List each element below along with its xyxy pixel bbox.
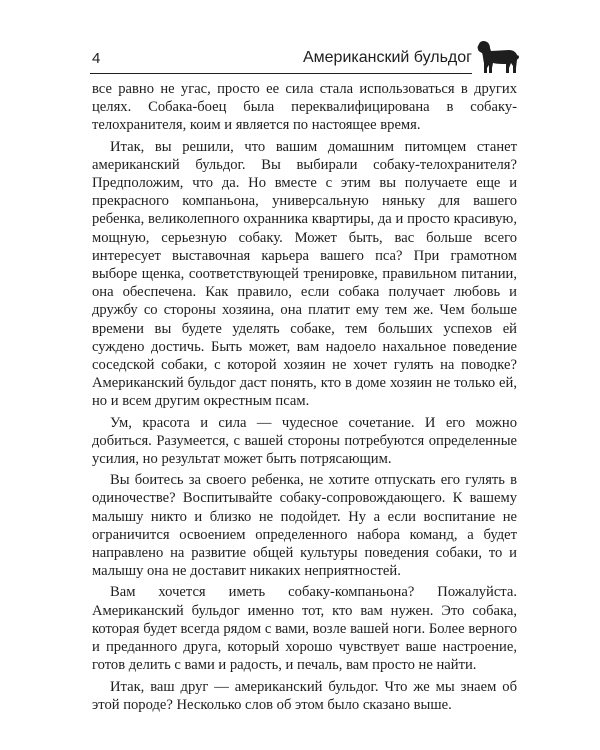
paragraph-1: все равно не угас, просто ее сила стала использоваться в других целях. Собака-боец была переквалифицирована в собаку-телохранителя, коим и является по настоящее время. [92, 81, 517, 134]
body-text [92, 80, 517, 717]
paragraph-2: Итак, вы решили, что вашим домашним питомцем станет американский бульдог. Вы выбирали собаку-телохранителя? Предположим, что да. Но вместе с этим вы получаете еще и прекрасного компаньона, универсальную няньку для вашего ребенка, великолепного охранника квартиры, да и просто красивую, мощную, серьезную собаку. Может быть, вас больше всего интересует выставочная карьера вашего пса? При грамотном выборе щенка, соответствующей тренировке, правильном питании, она обеспечена. Как правило, если собака получает любовь и дружбу со стороны хозяина, она платит ему тем же. Чем больше времени вы будете уделять собаке, тем больших успехов ей суждено достичь. Быть может, вам надоело нахальное поведение соседской собаки, с которой хозяин не хочет гулять на поводке? Американский бульдог даст понять, кто в доме хозяин не только ей, но и всем другим окрестным псам. [92, 138, 517, 410]
header-rule [90, 73, 472, 74]
page-number: 4 [92, 50, 101, 67]
paragraph-5: Вам хочется иметь собаку-компаньона? Пожалуйста. Американский бульдог именно тот, кто вам нужен. Это собака, которая будет всегда рядом с вами, возле вашей ноги. Более верного и преданного друга, который хорошо чувствует ваше настроение, готов делить с вами и радость, и печаль, вам просто не найти. [92, 584, 517, 674]
paragraph-4: Вы боитесь за своего ребенка, не хотите отпускать его гулять в одиночестве? Воспитывайте собаку-сопровождающего. К вашему малышу никто и близко не подойдет. Ну а если воспитание не ограничится освоением определенного набора команд, а будет направлено на развитие общей культуры поведения собаки, то и малышу она не доставит никаких неприятностей. [92, 472, 517, 580]
running-head [90, 38, 520, 78]
paragraph-3: Ум, красота и сила — чудесное сочетание. И его можно добиться. Разумеется, с вашей стороны потребуются определенные усилия, но результат может быть потрясающим. [92, 414, 517, 468]
running-title: Американский бульдог [302, 49, 472, 66]
paragraph-6: Итак, ваш друг — американский бульдог. Что же мы знаем об этой породе? Несколько слов об этом было сказано выше. [92, 678, 517, 713]
dog-silhouette-icon [476, 38, 520, 76]
